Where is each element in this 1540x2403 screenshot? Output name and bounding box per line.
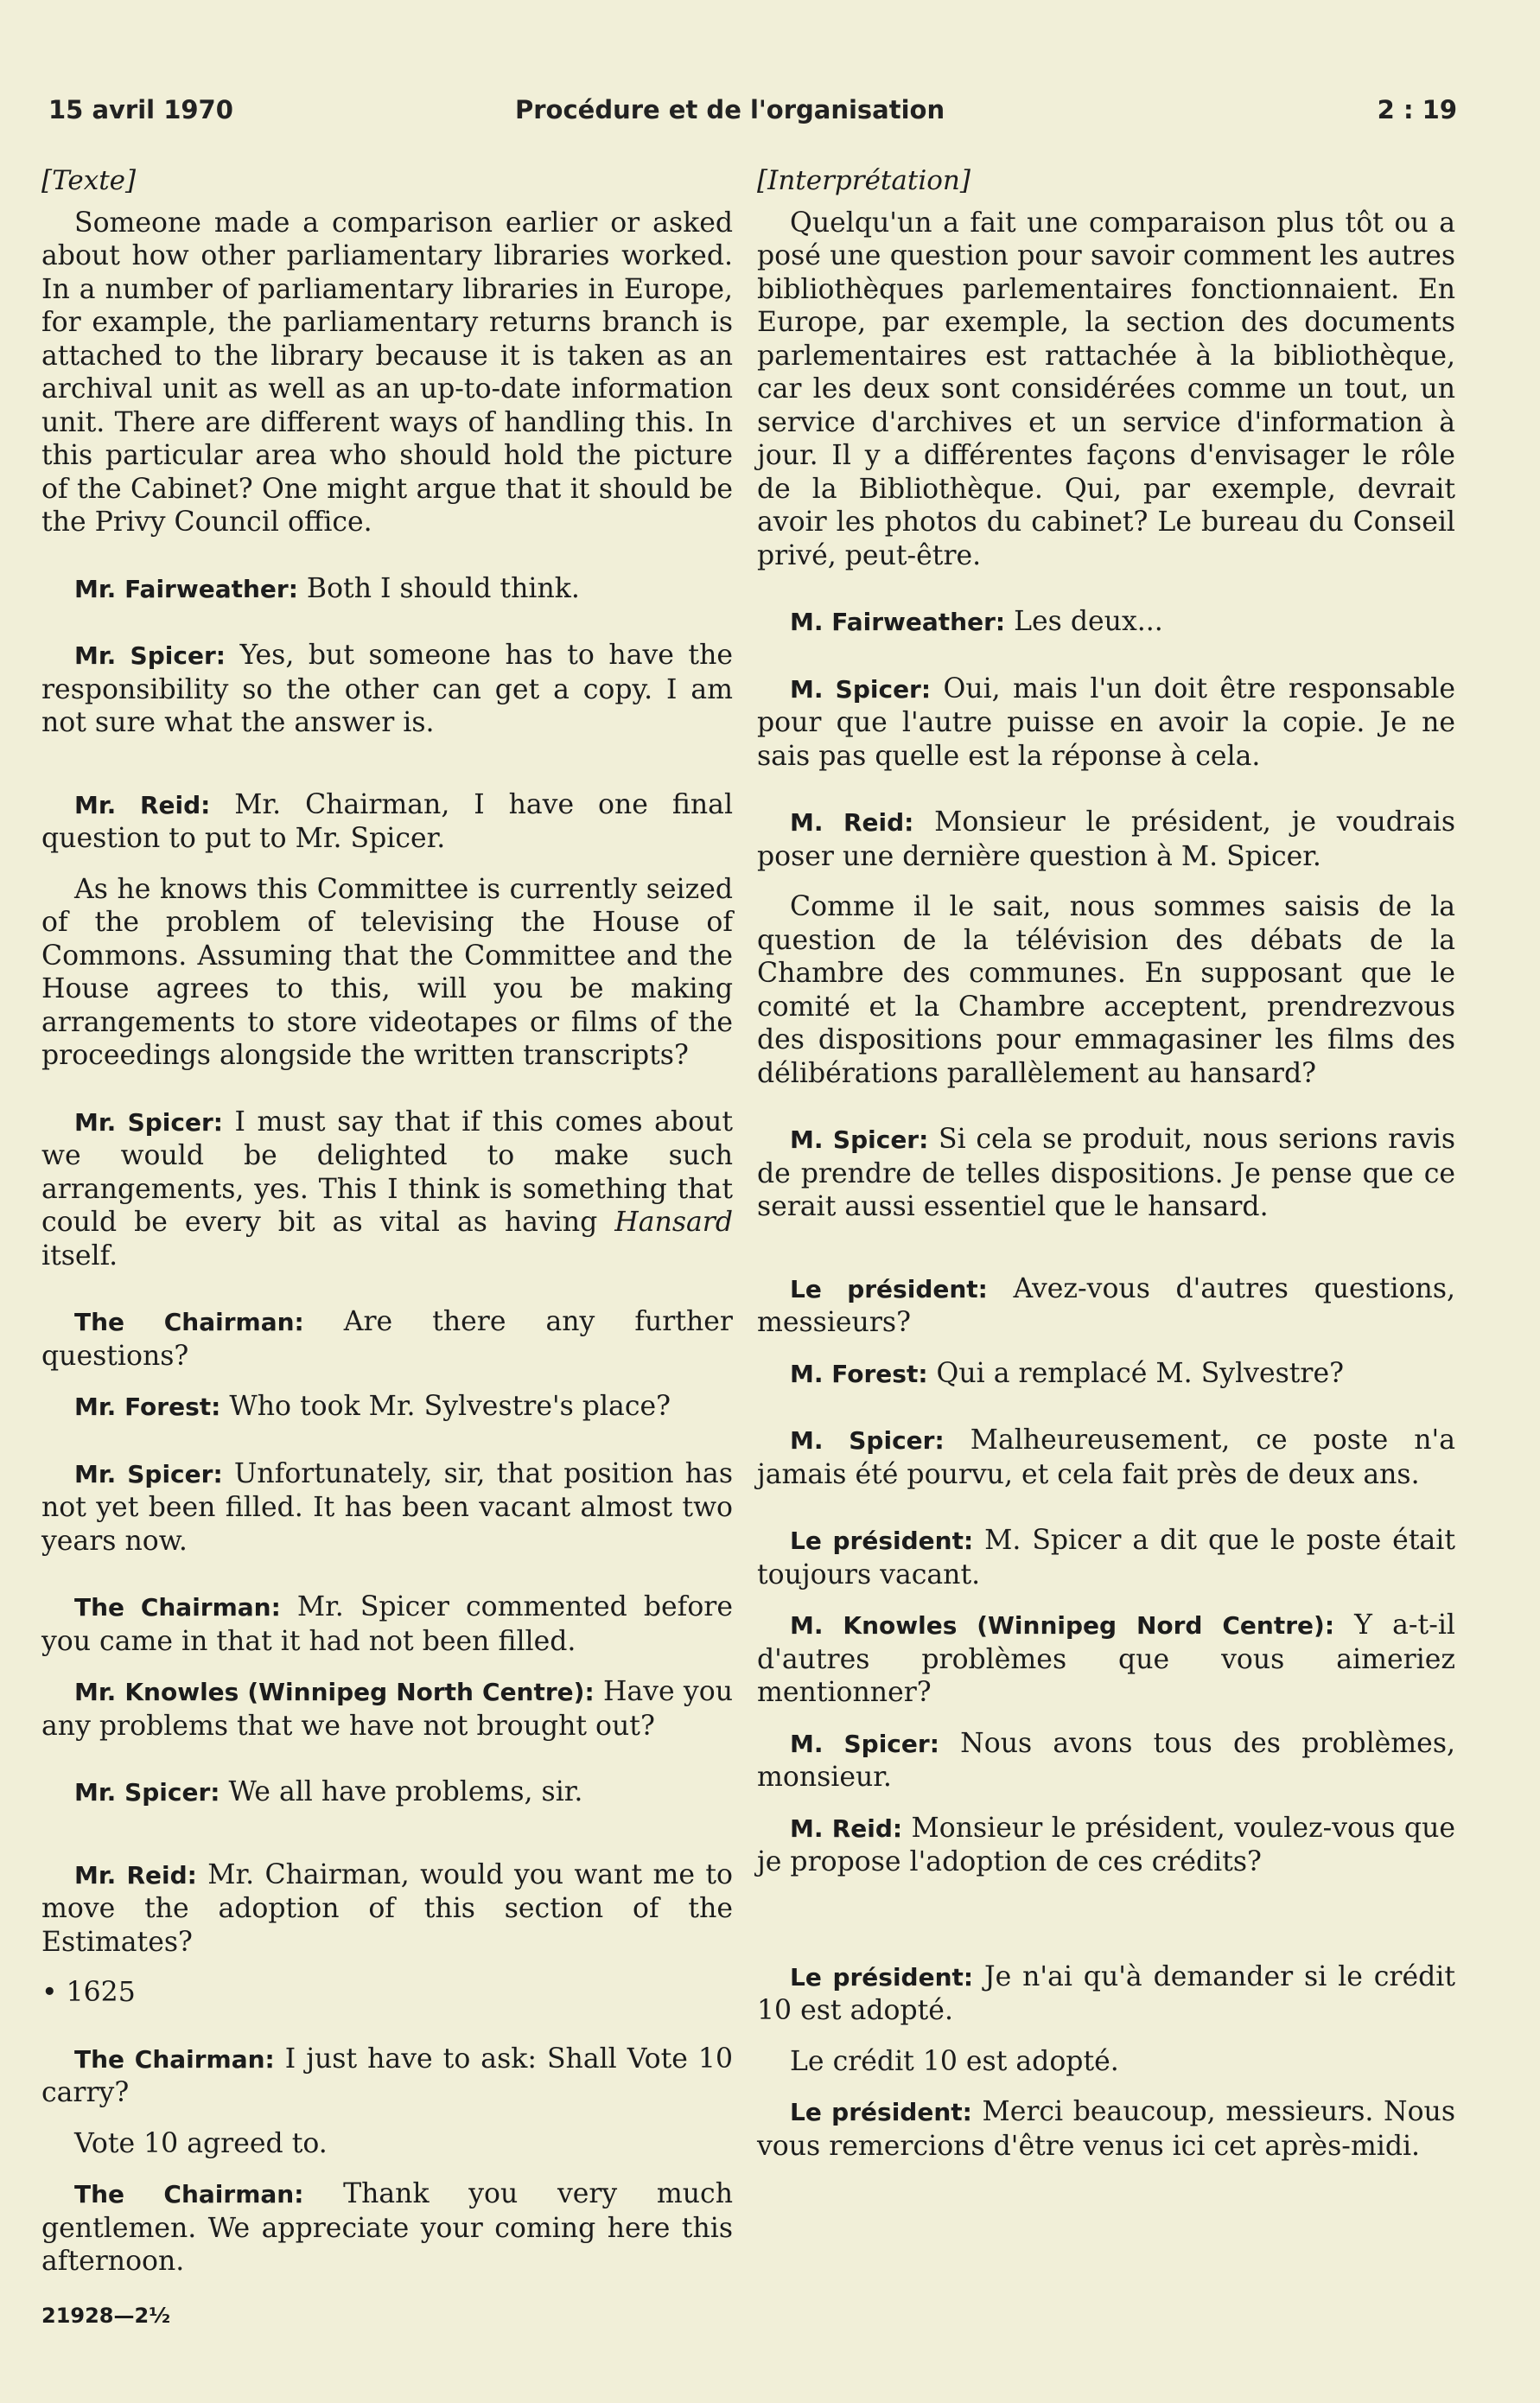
speaker-name: Le président:: [790, 1527, 974, 1555]
paragraph: Quelqu'un a fait une comparaison plus tôt ou a posé une question pour savoir comment les autres bibliothèques parlementaires fonctionnaient. En Europe, par exemple, la section des documents parlementaires est rattachée à la bibliothèque, car les deux sont considérées comme un tout, un service d'archives et un service d'information à jour. Il y a différentes façons d'envisager le rôle de la Bibliothèque. Qui, par exemple, devrait avoir les photos du cabinet? Le bureau du Conseil privé, peut-être.: [757, 207, 1455, 571]
speech-entry: [41, 1390, 733, 1425]
speaker-name: M. Reid:: [790, 1813, 903, 1843]
speech-text: Have you any problems that we have not brought out?: [41, 1676, 733, 1742]
speech-text: Malheureusement, ce poste n'a jamais été pourvu, et cela fait près de deux ans.: [757, 1425, 1455, 1490]
vote-result: Vote 10 agreed to.: [74, 2127, 328, 2159]
speech-text: We all have problems, sir.: [220, 1776, 583, 1807]
speaker-name: Mr. Spicer:: [74, 1459, 223, 1488]
speech-text: Are there any further questions?: [41, 1306, 733, 1372]
speech-text: Les deux...: [1005, 606, 1163, 637]
speech-text: M. Spicer a dit que le poste était toujours vacant.: [757, 1525, 1455, 1590]
speech-entry: [757, 1357, 1455, 1392]
vote-result: Le crédit 10 est adopté.: [790, 2045, 1119, 2077]
speech-entry: [41, 1858, 733, 1960]
speech-entry: [41, 639, 733, 740]
page-number: 2 : 19: [1377, 95, 1457, 124]
speech-text: I must say that if this comes about we would be delighted to make such arrangements, yes. This I think is something that could be every bit as vital as having: [41, 1106, 733, 1238]
speaker-name: M. Forest:: [790, 1359, 928, 1388]
speech-entry: [757, 1123, 1455, 1224]
speech-entry: [757, 1727, 1455, 1794]
speech-entry: [41, 572, 733, 607]
speech-text: Avez-vous d'autres questions, messieurs?: [757, 1272, 1455, 1338]
speaker-name: Mr. Spicer:: [74, 1778, 220, 1807]
speech-entry: [757, 1609, 1455, 1710]
paragraph: As he knows this Committee is currently seized of the problem of televising the House of Commons. Assuming that the Committee and the House agrees to this, will you be making arrangements to store videotapes or films of the proceedings alongside the written transcripts?: [41, 873, 733, 1071]
speaker-name: Mr. Spicer:: [74, 641, 226, 670]
speech-text: Mr. Chairman, I have one final question to put to Mr. Spicer.: [41, 788, 734, 854]
language-tag: [Texte]: [41, 165, 137, 196]
speech-text: Unfortunately, sir, that position has not yet been filled. It has been vacant almost two years now.: [41, 1457, 733, 1557]
header-title: Procédure et de l'organisation: [515, 95, 945, 124]
language-tag: [Interprétation]: [757, 165, 970, 196]
speech-entry: [757, 1424, 1455, 1491]
speaker-name: M. Knowles (Winnipeg Nord Centre):: [790, 1611, 1335, 1640]
speech-text: itself.: [41, 1240, 118, 1272]
speaker-name: Mr. Fairweather:: [74, 574, 298, 603]
speaker-name: Mr. Spicer:: [74, 1107, 223, 1137]
speech-text: I just have to ask: Shall Vote 10 carry?: [41, 2043, 733, 2108]
speech-entry: [757, 1812, 1455, 1879]
speech-text: Monsieur le président, je voudrais poser une dernière question à M. Spicer.: [757, 806, 1455, 872]
speaker-name: The Chairman:: [74, 2044, 275, 2074]
speech-entry: [757, 1272, 1455, 1340]
speech-entry: [757, 2095, 1455, 2163]
speaker-name: Le président:: [790, 2098, 972, 2126]
speech-text: Qui a remplacé M. Sylvestre?: [927, 1357, 1344, 1389]
speech-text: Nous avons tous des problèmes, monsieur.: [757, 1727, 1455, 1793]
speech-text: Merci beaucoup, messieurs. Nous vous remercions d'être venus ici cet après-midi.: [757, 2096, 1455, 2162]
speaker-name: M. Spicer:: [790, 1729, 939, 1758]
speaker-name: M. Spicer:: [790, 674, 932, 704]
speech-entry: [41, 1775, 733, 1810]
footer-code: 21928—2½: [41, 2303, 171, 2328]
speech-entry: [41, 2043, 733, 2110]
time-marker: • 1625: [41, 1977, 136, 2008]
speech-text: Thank you very much gentlemen. We appreciate your coming here this afternoon.: [41, 2178, 733, 2277]
speech-entry: [757, 1524, 1455, 1591]
speaker-name: The Chairman:: [74, 2180, 304, 2209]
speech-entry: [757, 1960, 1455, 2028]
speech-text: Monsieur le président, voulez-vous que je propose l'adoption de ces crédits?: [757, 1812, 1455, 1877]
speech-text: Y a-t-il d'autres problèmes que vous aimeriez mentionner?: [757, 1609, 1455, 1708]
speech-entry: [41, 788, 733, 856]
speech-entry: [41, 1457, 733, 1558]
speaker-name: M. Spicer:: [790, 1125, 929, 1154]
speech-entry: [757, 806, 1455, 873]
speech-text: Both I should think.: [297, 572, 580, 604]
speech-entry: [757, 672, 1455, 774]
speaker-name: M. Fairweather:: [790, 608, 1006, 636]
speech-entry: [41, 1106, 733, 1273]
speech-text: Si cela se produit, nous serions ravis de prendre de telles dispositions. Je pense que ce serait aussi essentiel que le hansard.: [757, 1124, 1455, 1222]
hansard-italic: Hansard: [614, 1207, 733, 1238]
speaker-name: Le président:: [790, 1274, 988, 1303]
speaker-name: Mr. Knowles (Winnipeg North Centre):: [74, 1678, 595, 1706]
speech-entry: [757, 605, 1455, 640]
speech-entry: [41, 1590, 733, 1658]
speech-entry: [41, 2177, 733, 2279]
speech-entry: [41, 1675, 733, 1743]
speaker-name: Mr. Reid:: [74, 790, 211, 819]
speech-text: Who took Mr. Sylvestre's place?: [220, 1391, 671, 1422]
speech-text: Oui, mais l'un doit être responsable pour que l'autre puisse en avoir la copie. Je ne sais pas quelle est la réponse à cela.: [757, 672, 1455, 772]
english-column: [41, 164, 733, 2332]
speaker-name: Mr. Forest:: [74, 1393, 221, 1421]
speaker-name: Mr. Reid:: [74, 1860, 197, 1890]
speech-text: Mr. Chairman, would you want me to move the adoption of this section of the Estimates?: [41, 1858, 734, 1958]
speech-entry: [41, 1305, 733, 1373]
speech-text: Je n'ai qu'à demander si le crédit 10 est adopté.: [757, 1960, 1456, 2026]
speaker-name: M. Spicer:: [790, 1426, 945, 1455]
header-date: 15 avril 1970: [48, 95, 233, 124]
speaker-name: The Chairman:: [74, 1593, 281, 1622]
page-header: [48, 95, 1457, 138]
speaker-name: Le président:: [790, 1962, 974, 1992]
speech-text: Mr. Spicer commented before you came in that it had not been filled.: [41, 1591, 733, 1657]
speaker-name: The Chairman:: [74, 1308, 304, 1336]
speech-text: Yes, but someone has to have the responsibility so the other can get a copy. I am not sure what the answer is.: [41, 640, 734, 738]
paragraph: Someone made a comparison earlier or asked about how other parliamentary libraries worked. In a number of parliamentary libraries in Europe, for example, the parliamentary returns branch is attached to the library because it is taken as an archival unit as well as an up-to-date information unit. There are different ways of handling this. In this particular area who should hold the picture of the Cabinet? One might argue that it should be the Privy Council office.: [41, 207, 733, 538]
speaker-name: M. Reid:: [790, 808, 914, 837]
french-column: [757, 164, 1455, 2163]
paragraph: Comme il le sait, nous sommes saisis de la question de la télévision des débats de la Chambre des communes. En supposant que le comité et la Chambre acceptent, prendrezvous des dispositions pour emmagasiner les films des délibérations parallèlement au hansard?: [757, 891, 1455, 1089]
